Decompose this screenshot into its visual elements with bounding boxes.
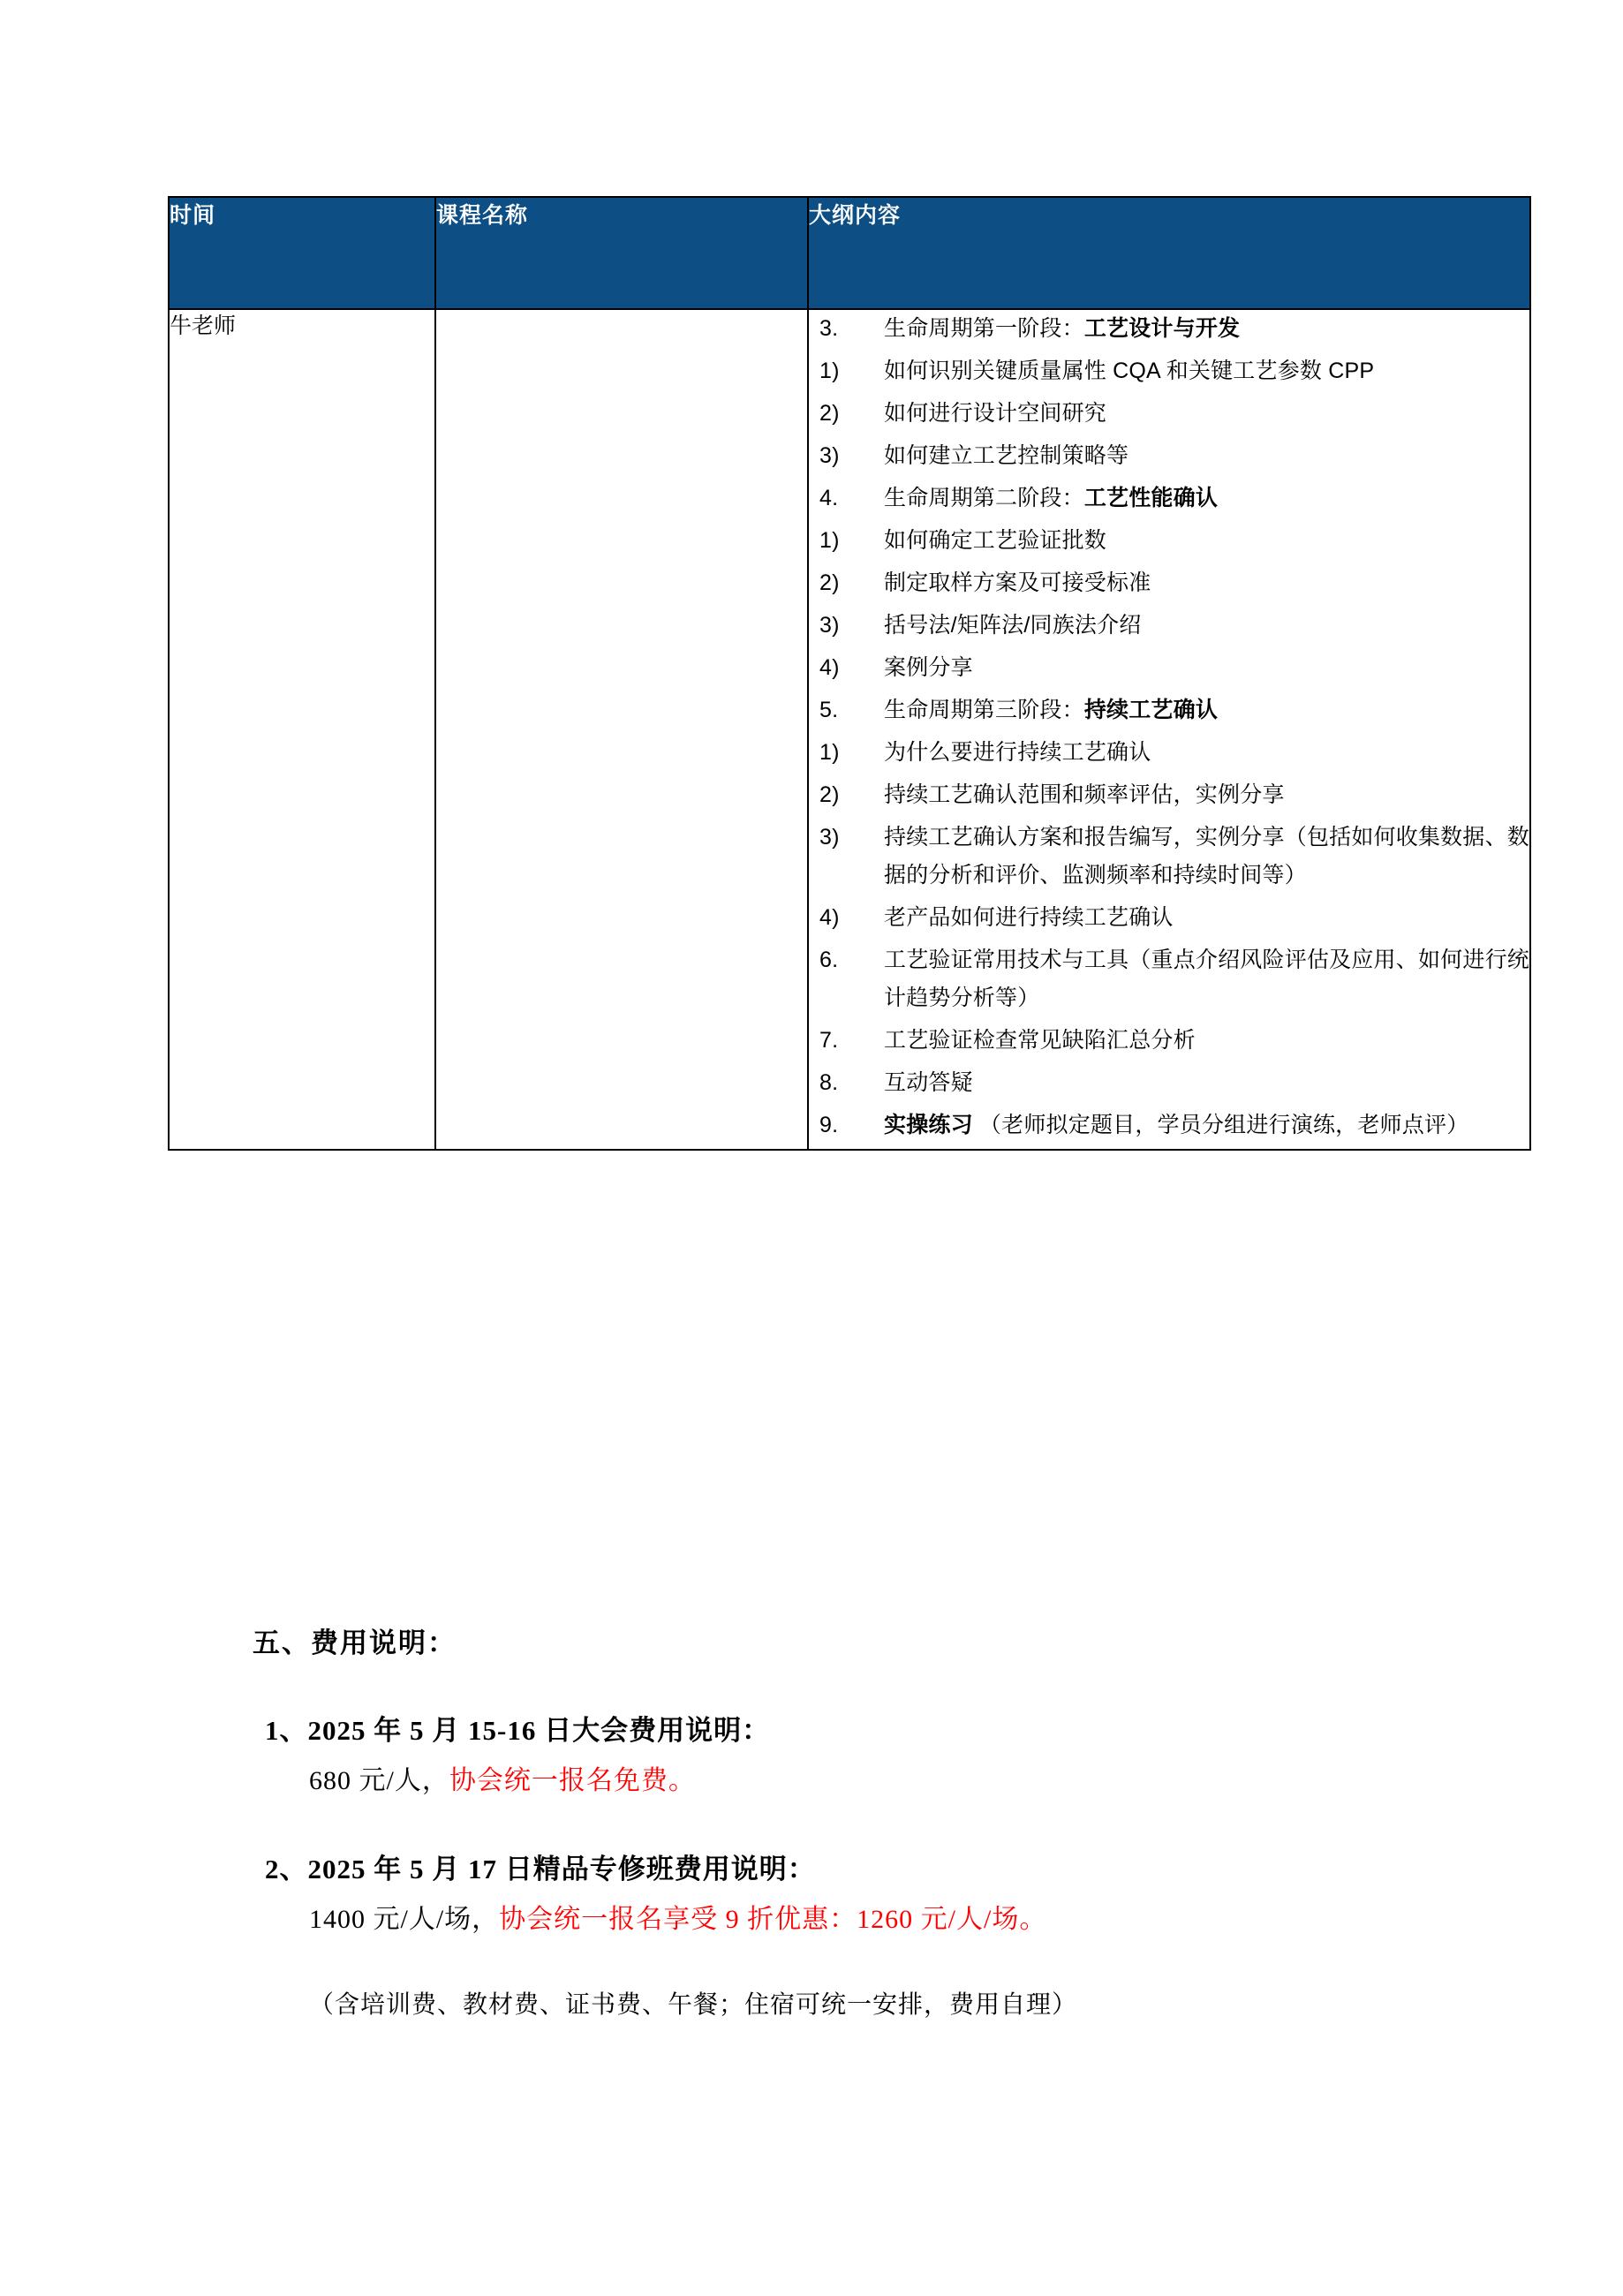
outline-item-marker: 3) xyxy=(819,825,840,850)
schedule-table-container xyxy=(168,196,1529,1151)
fee-note-red: 协会统一报名享受 9 折优惠：1260 元/人/场。 xyxy=(499,1905,1047,1934)
fee-amount-black: 1400 元/人/场， xyxy=(309,1905,500,1934)
outline-item xyxy=(809,437,1529,475)
outline-item-marker: 4) xyxy=(819,905,840,930)
outline-item-marker: 3. xyxy=(819,316,839,341)
outline-item xyxy=(809,649,1529,687)
column-header-outline: 大纲内容 xyxy=(808,197,1530,309)
cell-instructor-time: 牛老师 xyxy=(169,309,435,1150)
outline-item xyxy=(809,776,1529,814)
outline-item-text: 持续工艺确认范围和频率评估，实例分享 xyxy=(884,782,1285,807)
outline-item-marker: 2) xyxy=(819,782,840,807)
outline-list xyxy=(809,310,1529,1144)
table-row xyxy=(169,309,1530,1150)
outline-item-text: 为什么要进行持续工艺确认 xyxy=(884,740,1151,765)
outline-item-emphasis: 工艺性能确认 xyxy=(1083,486,1219,510)
outline-item xyxy=(809,522,1529,560)
outline-item-text: 互动答疑 xyxy=(884,1070,973,1095)
outline-item-text: 老产品如何进行持续工艺确认 xyxy=(884,905,1174,930)
fee-note-red: 协会统一报名免费。 xyxy=(449,1766,696,1795)
outline-item-text: 持续工艺确认方案和报告编写，实例分享（包括如何收集数据、数据的分析和评价、监测频率和持续时间等） xyxy=(884,825,1529,887)
outline-item-text: 实操练习 （老师拟定题目，学员分组进行演练，老师点评） xyxy=(884,1113,1469,1137)
table-body xyxy=(169,309,1530,1150)
outline-item-text: 工艺验证检查常见缺陷汇总分析 xyxy=(884,1028,1196,1053)
outline-item-text: 生命周期第二阶段：工艺性能确认 xyxy=(884,486,1219,510)
outline-item xyxy=(809,395,1529,433)
outline-item-emphasis: 工艺设计与开发 xyxy=(1083,316,1241,341)
outline-item xyxy=(809,899,1529,937)
outline-item-text: 括号法/矩阵法/同族法介绍 xyxy=(884,613,1142,638)
outline-item-marker: 8. xyxy=(819,1070,839,1095)
outline-item-marker: 9. xyxy=(819,1113,839,1137)
outline-item xyxy=(809,691,1529,729)
outline-item-text: 如何建立工艺控制策略等 xyxy=(884,443,1129,468)
fee-section-heading: 五、费用说明： xyxy=(253,1628,457,1658)
cell-course-name xyxy=(435,309,808,1150)
outline-item xyxy=(809,1064,1529,1102)
outline-item-emphasis: 实操练习 xyxy=(884,1113,973,1137)
column-header-course: 课程名称 xyxy=(435,197,808,309)
outline-item xyxy=(809,310,1529,348)
outline-item-marker: 4. xyxy=(819,486,839,510)
cell-outline-content xyxy=(808,309,1530,1150)
outline-item xyxy=(809,1106,1529,1144)
fee-item-body xyxy=(309,1758,1492,1797)
outline-item-marker: 6. xyxy=(819,948,839,972)
outline-item xyxy=(809,352,1529,390)
fee-item-title: 2、2025 年 5 月 17 日精品专修班费用说明： xyxy=(265,1854,816,1884)
outline-item-marker: 2) xyxy=(819,570,840,595)
outline-item-emphasis: 持续工艺确认 xyxy=(1083,698,1219,722)
table-header xyxy=(169,197,1530,309)
fee-item-title: 1、2025 年 5 月 15-16 日大会费用说明： xyxy=(265,1715,771,1746)
outline-item xyxy=(809,819,1529,895)
outline-item-marker: 7. xyxy=(819,1028,839,1053)
outline-item-marker: 1) xyxy=(819,359,840,383)
outline-item-text: 制定取样方案及可接受标准 xyxy=(884,570,1151,595)
fee-amount-black: 680 元/人， xyxy=(309,1766,449,1795)
outline-item-text: 如何识别关键质量属性 CQA 和关键工艺参数 CPP xyxy=(884,359,1375,383)
outline-item-marker: 2) xyxy=(819,401,840,426)
outline-item xyxy=(809,564,1529,602)
outline-item-marker: 3) xyxy=(819,613,840,638)
fee-inclusion-note: （含培训费、教材费、证书费、午餐；住宿可统一安排，费用自理） xyxy=(309,1991,1078,2019)
outline-item-text: 如何确定工艺验证批数 xyxy=(884,528,1107,553)
outline-item-marker: 1) xyxy=(819,740,840,765)
fee-item xyxy=(168,1847,1492,1936)
outline-item-marker: 1) xyxy=(819,528,840,553)
fee-item xyxy=(168,1708,1492,1797)
outline-item xyxy=(809,734,1529,772)
outline-item-marker: 4) xyxy=(819,655,840,680)
fee-section xyxy=(168,1620,1492,2020)
outline-item-text: 工艺验证常用技术与工具（重点介绍风险评估及应用、如何进行统计趋势分析等） xyxy=(884,948,1529,1010)
column-header-time: 时间 xyxy=(169,197,435,309)
outline-item-text: 案例分享 xyxy=(884,655,973,680)
outline-item-text: 如何进行设计空间研究 xyxy=(884,401,1107,426)
fee-item-body xyxy=(309,1897,1492,1936)
table-header-row xyxy=(169,197,1530,309)
outline-item xyxy=(809,1022,1529,1060)
outline-item-text: 生命周期第一阶段：工艺设计与开发 xyxy=(884,316,1241,341)
outline-item-text: 生命周期第三阶段：持续工艺确认 xyxy=(884,698,1219,722)
outline-item xyxy=(809,941,1529,1017)
outline-item-marker: 5. xyxy=(819,698,839,722)
schedule-table xyxy=(168,196,1531,1151)
outline-item xyxy=(809,607,1529,645)
outline-item xyxy=(809,480,1529,517)
outline-item-marker: 3) xyxy=(819,443,840,468)
